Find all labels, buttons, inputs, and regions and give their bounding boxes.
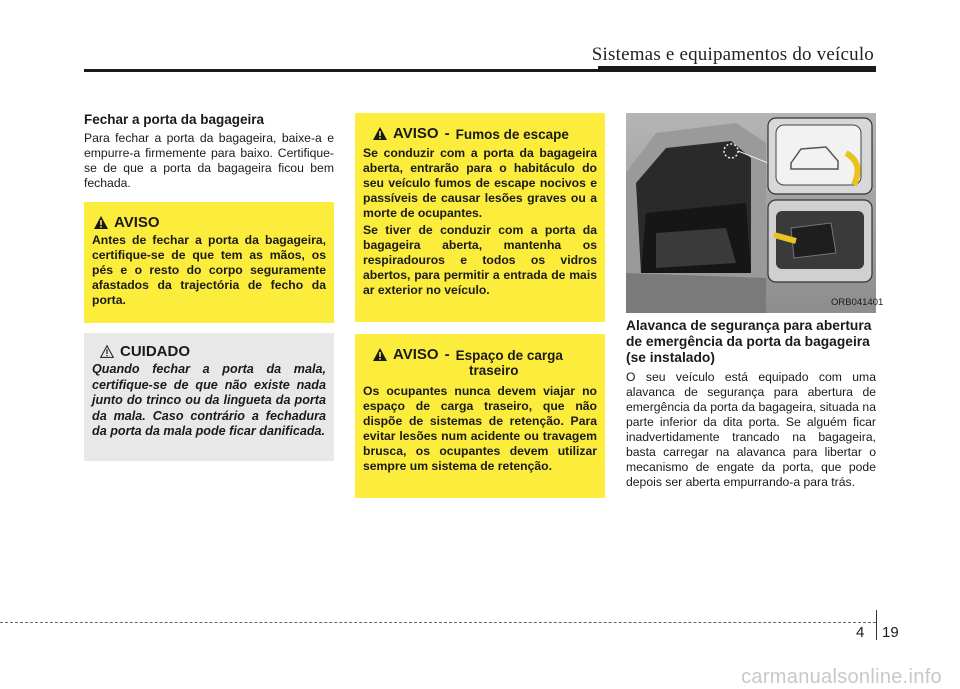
section-paragraph-emergency-lever: O seu veículo está equipado com uma alavanca de segurança para abertura de emergência da porta da bagageira, situada na parte inferior da dita porta. Se alguém ficar inadvertidamente trancado na bagageira, basta carregar na alavanca para libertar o mecanismo de engate da porta, que pode depois ser aberta empurrando-a para trás. [626,370,876,489]
warning-subtitle: Fumos de escape [455,127,569,142]
warning-triangle-icon [94,216,108,229]
caution-header [92,343,326,360]
watermark-text: carmanualsonline.info [741,666,942,688]
page-header-title: Sistemas e equipamentos do veículo [591,44,874,65]
warning-text-exhaust-2: Se tiver de conduzir com a porta da bagageira aberta, mantenha os respiradouros e todos os vidros abertos, para permitir a entrada de mais ar exterior no veículo. [363,223,597,297]
caution-title: CUIDADO [120,343,190,360]
warning-title: AVISO [393,125,439,142]
page-chapter-number: 4 [856,624,865,641]
warning-header-exhaust [363,125,597,142]
warning-header-cargo [363,346,597,363]
warning-box-exhaust [355,113,605,322]
warning-box-closing [84,202,334,323]
image-code: ORB041401 [831,297,884,308]
caution-text: Quando fechar a porta da mala, certifique-se de que não existe nada junto do trinco ou da lingueta da porta da mala. Caso contrário a fechadura da porta da mala pode ficar danificada. [92,362,326,438]
tailgate-photo [626,113,876,313]
section-heading-closing: Fechar a porta da bagageira [84,112,265,127]
warning-dash: - [444,346,450,363]
caution-triangle-icon [100,345,114,358]
tailgate-illustration [626,113,884,313]
section-paragraph-closing: Para fechar a porta da bagageira, baixe-a e empurre-a firmemente para baixo. Certifique-se de que a porta da bagageira ficou bem fechada. [84,131,334,190]
warning-text: Antes de fechar a porta da bagageira, certifique-se de que tem as mãos, os pés e o resto do corpo seguramente afastados da trajectória de fecho da porta. [92,233,326,307]
warning-dash: - [444,125,450,142]
warning-box-cargo [355,334,605,498]
warning-triangle-icon [373,348,387,361]
warning-subtitle-line2: traseiro [469,363,519,378]
warning-header [92,214,326,231]
page-number: 19 [882,624,899,641]
footer-divider [876,610,877,640]
warning-title: AVISO [114,214,160,231]
warning-triangle-icon [373,127,387,140]
warning-text-exhaust-1: Se conduzir com a porta da bagageira aberta, entrarão para o habitáculo do seu veículo fumos de escape nocivos e passíveis de causar lesões graves ou a morte de ocupantes. [363,146,597,220]
caution-box [84,333,334,461]
footer-rule [0,622,876,623]
warning-title: AVISO [393,346,439,363]
header-rule-accent [598,66,876,71]
warning-text-cargo: Os ocupantes nunca devem viajar no espaço de carga traseiro, que não dispõe de sistemas de retenção. Para evitar lesões num acidente ou travagem brusca, os ocupantes devem utilizar sempre um sistema de retenção. [363,384,597,473]
section-heading-emergency-lever: Alavanca de segurança para abertura de emergência da porta da bagageira (se instalado) [626,318,872,365]
warning-subtitle-line1: Espaço de carga [455,348,563,363]
